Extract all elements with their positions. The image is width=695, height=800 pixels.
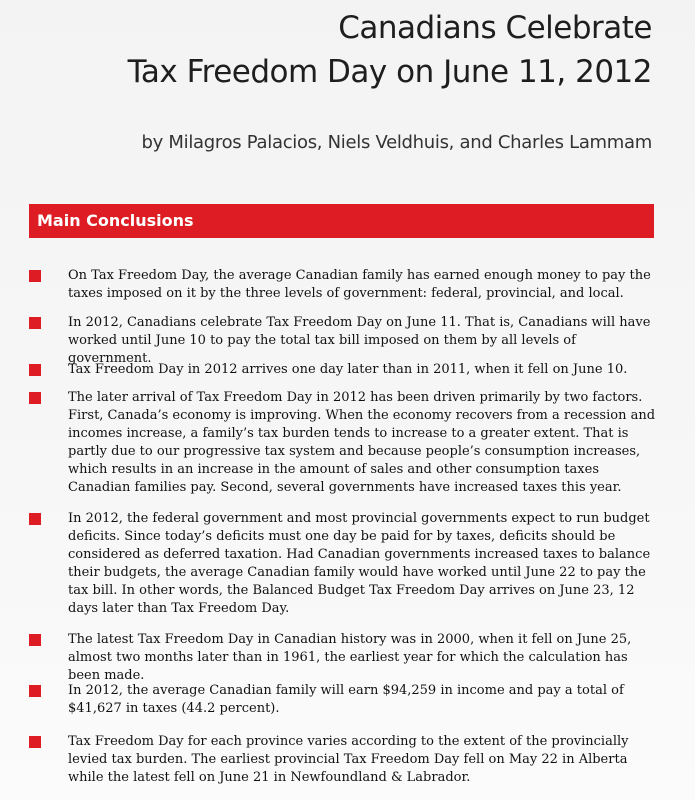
- list-item: [29, 733, 659, 789]
- list-item-text: The later arrival of Tax Freedom Day in 2012 has been driven primarily by two factors. First, Canada’s economy is improving. When the economy recovers from a recession and incomes increase, a family’s tax burden tends to increase to a greater extent. That is partly due to our progressive tax system and because people’s consumption increases, which results in an increase in the amount of sales and other consumption taxes Canadian families pay. Second, several governments have increased taxes this year.: [68, 390, 656, 495]
- list-item-text: In 2012, the average Canadian family will earn $94,259 in income and pay a total of $41,627 in taxes (44.2 percent).: [68, 683, 624, 716]
- list-item: [29, 510, 659, 618]
- list-item: [29, 314, 659, 366]
- list-item: [29, 682, 659, 719]
- square-bullet-icon: [29, 392, 41, 404]
- square-bullet-icon: [29, 317, 41, 329]
- list-item: [29, 631, 659, 683]
- document-title: [128, 6, 652, 94]
- square-bullet-icon: [29, 736, 41, 748]
- list-item-text: The latest Tax Freedom Day in Canadian history was in 2000, when it fell on June 25, almost two months later than in 1961, the earliest year for which the calculation has been made.: [68, 632, 632, 683]
- byline: by Milagros Palacios, Niels Veldhuis, and Charles Lammam: [141, 132, 652, 153]
- list-item-text: On Tax Freedom Day, the average Canadian family has earned enough money to pay the taxes imposed on it by the three levels of government: federal, provincial, and local.: [68, 268, 651, 301]
- square-bullet-icon: [29, 513, 41, 525]
- list-item-text: Tax Freedom Day for each province varies according to the extent of the provincially levied tax burden. The earliest provincial Tax Freedom Day fell on May 22 in Alberta while the latest fell on June 21 in Newfoundland & Labrador.: [68, 734, 629, 785]
- square-bullet-icon: [29, 685, 41, 697]
- square-bullet-icon: [29, 364, 41, 376]
- list-item: [29, 267, 659, 304]
- list-item: [29, 361, 659, 379]
- conclusions-list: [29, 267, 659, 789]
- list-item-text: Tax Freedom Day in 2012 arrives one day later than in 2011, when it fell on June 10.: [68, 362, 628, 377]
- title-line-2: Tax Freedom Day on June 11, 2012: [127, 54, 652, 90]
- list-item: [29, 389, 659, 497]
- square-bullet-icon: [29, 634, 41, 646]
- section-heading-banner: Main Conclusions: [29, 204, 654, 238]
- square-bullet-icon: [29, 270, 41, 282]
- title-line-1: Canadians Celebrate: [338, 10, 652, 46]
- list-item-text: In 2012, the federal government and most provincial governments expect to run budget deficits. Since today’s deficits must one day be paid for by taxes, deficits should be considered as deferred taxation. Had Canadian governments increased taxes to balance their budgets, the average Canadian family would have worked until June 22 to pay the tax bill. In other words, the Balanced Budget Tax Freedom Day arrives on June 23, 12 days later than Tax Freedom Day.: [68, 511, 651, 616]
- list-item-text: In 2012, Canadians celebrate Tax Freedom Day on June 11. That is, Canadians will have worked until June 10 to pay the total tax bill imposed on them by all levels of government.: [68, 315, 651, 366]
